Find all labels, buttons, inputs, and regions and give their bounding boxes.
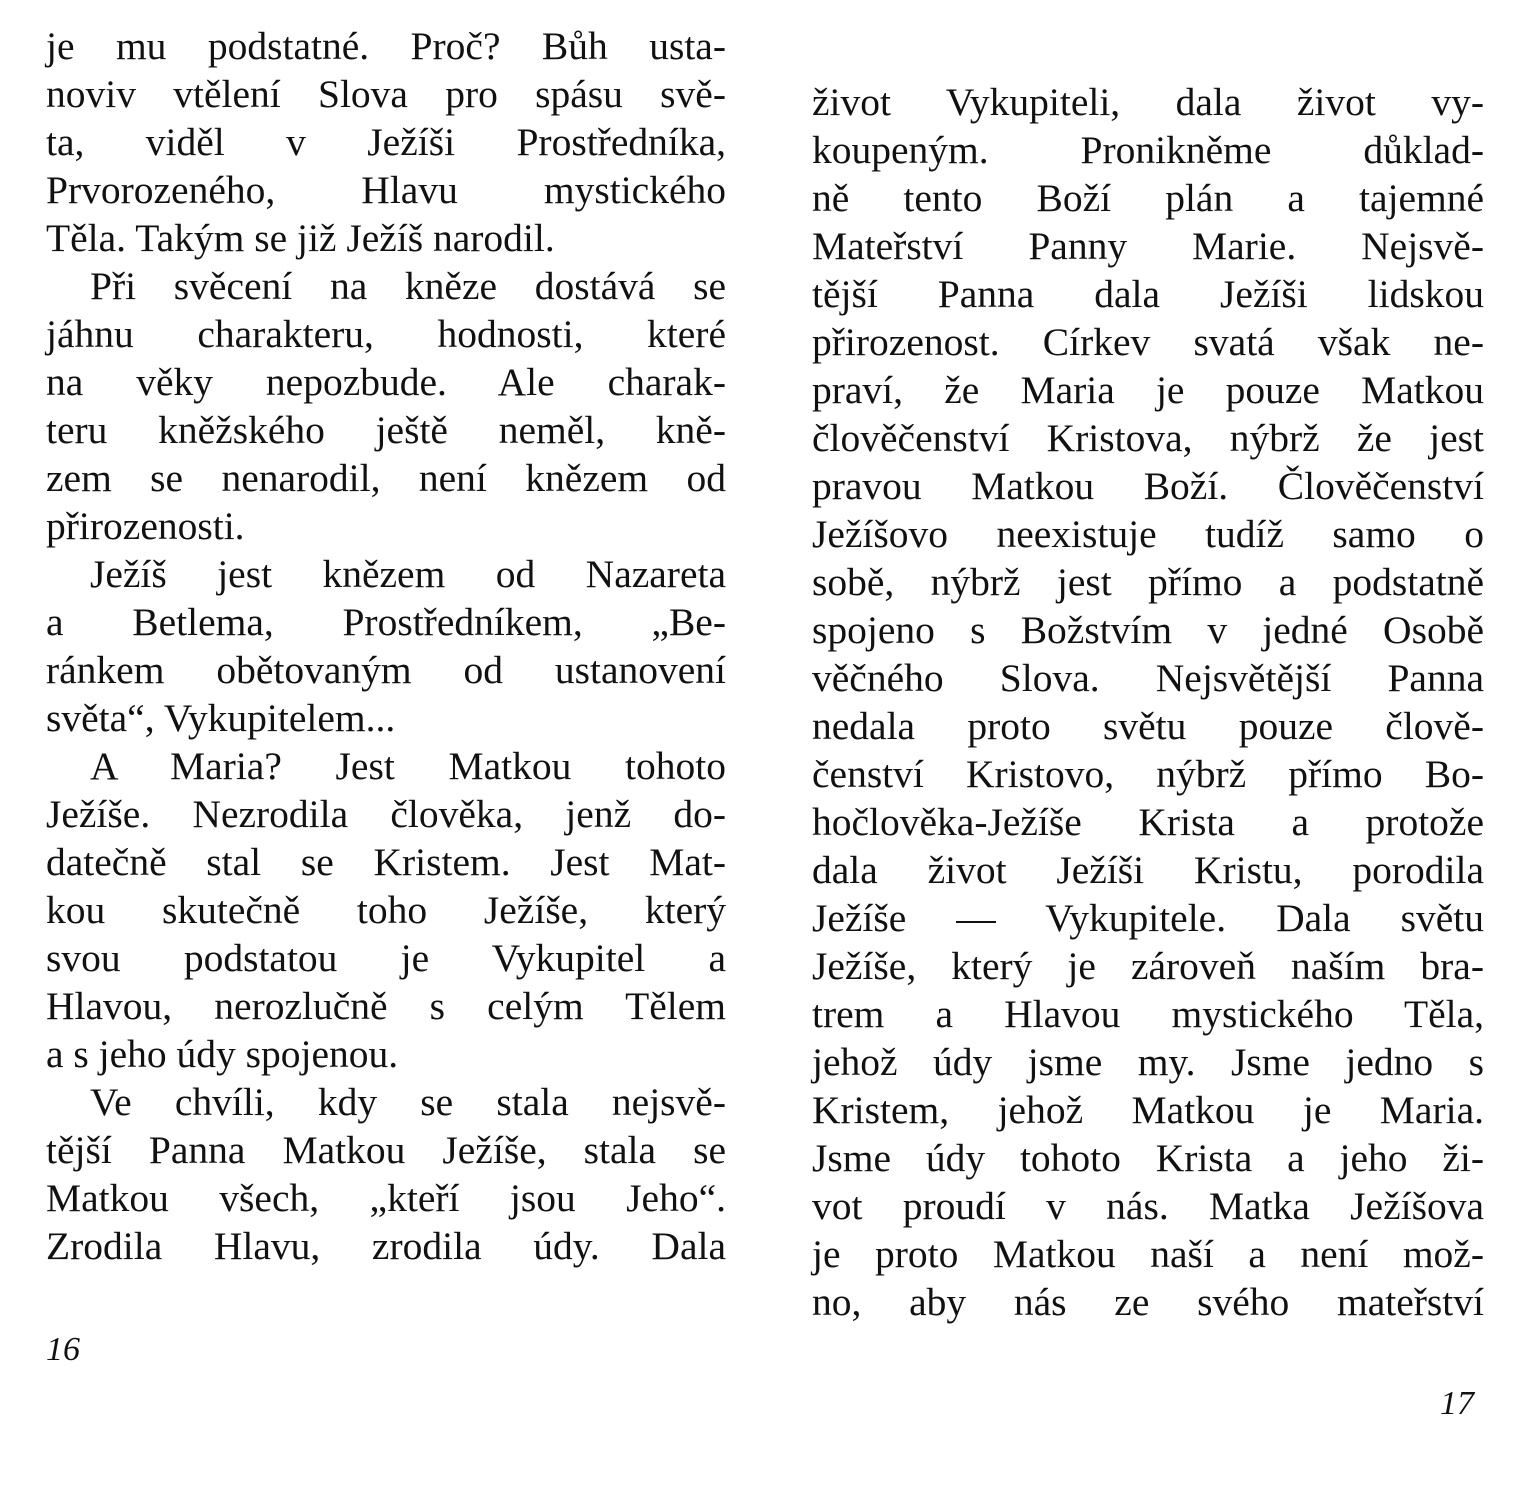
text-line: A Maria? Jest Matkou tohoto	[90, 744, 726, 788]
text-line: ta, viděl v Ježíši Prostředníka,	[46, 120, 726, 164]
text-line: Matkou všech, „kteří jsou Jeho“.	[46, 1176, 726, 1220]
text-line: ně tento Boží plán a tajemné	[812, 176, 1484, 220]
text-line: zem se nenarodil, není knězem od	[46, 456, 726, 500]
text-line: Prvorozeného, Hlavu mystického	[46, 168, 726, 212]
text-line: hočlověka-Ježíše Krista a protože	[812, 800, 1484, 844]
text-line: nedala proto světu pouze člově-	[812, 704, 1484, 748]
text-line: pravou Matkou Boží. Člověčenství	[812, 464, 1484, 508]
text-line: přirozenost. Církev svatá však ne-	[812, 320, 1484, 364]
text-line: tější Panna Matkou Ježíše, stala se	[46, 1128, 726, 1172]
text-line: koupeným. Pronikněme důklad-	[812, 128, 1484, 172]
text-line: věčného Slova. Nejsvětější Panna	[812, 656, 1484, 700]
text-line: Jsme údy tohoto Krista a jeho ži-	[812, 1136, 1484, 1180]
text-line: sobě, nýbrž jest přímo a podstatně	[812, 560, 1484, 604]
text-line: Ježíše — Vykupitele. Dala světu	[812, 896, 1484, 940]
text-line: Ježíše. Nezrodila člověka, jenž do-	[46, 792, 726, 836]
text-line: Kristem, jehož Matkou je Maria.	[812, 1088, 1484, 1132]
text-line: Při svěcení na kněze dostává se	[90, 264, 726, 308]
text-line: jehož údy jsme my. Jsme jedno s	[812, 1040, 1484, 1084]
page-number-left: 16	[46, 1331, 80, 1368]
text-line: trem a Hlavou mystického Těla,	[812, 992, 1484, 1036]
text-line: přirozenosti.	[46, 504, 245, 548]
text-line: na věky nepozbude. Ale charak-	[46, 360, 726, 404]
text-line: člověčenství Kristova, nýbrž že jest	[812, 416, 1484, 460]
text-line: teru kněžského ještě neměl, kně-	[46, 408, 726, 452]
text-line: je proto Matkou naší a není mož-	[812, 1232, 1484, 1276]
text-line: vot proudí v nás. Matka Ježíšova	[812, 1184, 1484, 1228]
text-line: Zrodila Hlavu, zrodila údy. Dala	[46, 1224, 726, 1268]
text-line: datečně stal se Kristem. Jest Mat-	[46, 840, 726, 884]
page-number-right: 17	[1440, 1385, 1474, 1422]
text-line: Ježíšovo neexistuje tudíž samo o	[812, 512, 1484, 556]
text-line: spojeno s Božstvím v jedné Osobě	[812, 608, 1484, 652]
text-line: Hlavou, nerozlučně s celým Tělem	[46, 984, 726, 1028]
text-line: svou podstatou je Vykupitel a	[46, 936, 726, 980]
text-line: jáhnu charakteru, hodnosti, které	[46, 312, 726, 356]
text-line: Těla. Takým se již Ježíš narodil.	[46, 216, 555, 260]
text-line: Ježíš jest knězem od Nazareta	[90, 552, 726, 596]
text-line: je mu podstatné. Proč? Bůh usta-	[46, 24, 726, 68]
text-line: Ježíše, který je zároveň naším bra-	[812, 944, 1484, 988]
text-line: Mateřství Panny Marie. Nejsvě-	[812, 224, 1484, 268]
text-line: a Betlema, Prostředníkem, „Be-	[46, 600, 726, 644]
text-line: noviv vtělení Slova pro spásu svě-	[46, 72, 726, 116]
text-line: čenství Kristovo, nýbrž přímo Bo-	[812, 752, 1484, 796]
text-line: no, aby nás ze svého mateřství	[812, 1280, 1484, 1324]
text-line: ránkem obětovaným od ustanovení	[46, 648, 726, 692]
text-line: kou skutečně toho Ježíše, který	[46, 888, 726, 932]
text-line: světa“, Vykupitelem...	[46, 696, 396, 740]
text-line: život Vykupiteli, dala život vy-	[812, 80, 1484, 124]
text-line: praví, že Maria je pouze Matkou	[812, 368, 1484, 412]
text-line: dala život Ježíši Kristu, porodila	[812, 848, 1484, 892]
text-line: tější Panna dala Ježíši lidskou	[812, 272, 1484, 316]
text-line: Ve chvíli, kdy se stala nejsvě-	[90, 1080, 726, 1124]
text-line: a s jeho údy spojenou.	[46, 1032, 399, 1076]
